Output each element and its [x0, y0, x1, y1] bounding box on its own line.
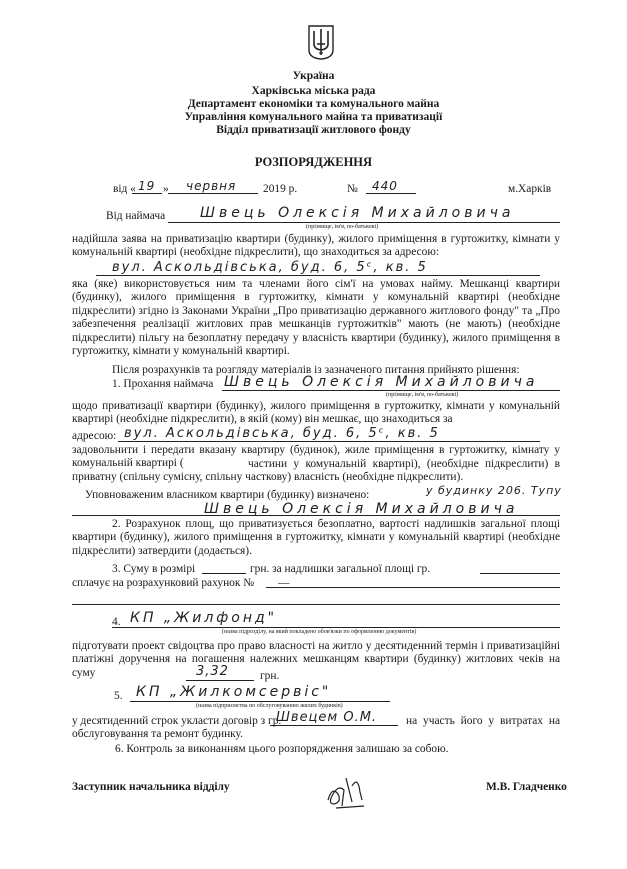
signature-position: Заступник начальника відділу	[72, 781, 230, 793]
item3-a: 3. Суму в розмірі	[112, 563, 196, 575]
item3-b: грн. за надлишки загальної площі гр.	[250, 563, 431, 575]
item1-owner-handwritten-2: Швець Олексія Михайловича	[204, 501, 519, 517]
item1-address-label: адресою:	[72, 430, 117, 442]
header-directorate: Управління комунального майна та приватизації	[184, 111, 443, 123]
applicant-label: Від наймача	[106, 210, 166, 222]
signature-name: М.В. Гладченко	[486, 781, 567, 793]
paragraph-3: Після розрахунків та розгляду матеріалів із зазначеного питання прийнято рішення:	[112, 364, 520, 376]
address-handwritten: вул. Аскольдівська, буд. 6, 5ᶜ, кв. 5	[112, 260, 428, 275]
item2-text: 2. Розрахунок площ, що приватизується безоплатно, вартості надлишків загальної площі квартири (будинку), жилого приміщення в гуртожитку, кімнати у комунальній квартирі (необхідне підкреслити) затвердити (додається).	[72, 518, 560, 557]
item1-text1: щодо приватизації квартири (будинку), жилого приміщення в гуртожитку, кімнати у комунальній квартирі (необхідне підкреслити), в якій (кому) він мешкає, що знаходиться за	[72, 400, 560, 426]
item4-caption: (назва підрозділу, на який покладено обов'язки по оформленню документів)	[222, 629, 417, 635]
item5-num: 5.	[114, 690, 123, 702]
paragraph-2: яка (яке) використовується ним та членами його сім'ї на умовах найму. Мешканці квартири (будинку), жилого приміщення в гуртожитку, кімнати у комунальній квартирі (необхідне підкреслити) згідно із Законами України „Про приватизацію державного житлового фонду" та „Про забезпечення реалізації житлових прав мешканців гуртожитків" мають (не мають) (необхідне підкреслити) пільгу на безоплатну передачу у власність квартири (будинку), жилого приміщення в гуртожитку, кімнати у комунальній квартирі.	[72, 278, 560, 358]
item3-dash: —	[278, 577, 290, 589]
header-country: Україна	[292, 70, 335, 82]
applicant-name: Швець Олексія Михайловича	[200, 205, 515, 221]
document-title: РОЗПОРЯДЖЕННЯ	[254, 155, 373, 169]
date-year: 2019 р.	[263, 183, 298, 195]
item4-currency: грн.	[260, 670, 280, 682]
item4-sum: 3,32	[196, 664, 229, 679]
item3-c: сплачує на розрахунковий рахунок №	[72, 577, 255, 589]
item1-text2b: частини у комунальній квартирі), (необхідне підкреслити) в приватну (спільну сумісну, спільну часткову) власність (необхідне підкреслити).	[72, 458, 560, 484]
date-month: червня	[186, 179, 237, 193]
item6-text: 6. Контроль за виконанням цього розпорядження залишаю за собою.	[115, 743, 449, 755]
item1-address-handwritten: вул. Аскольдівська, буд. 6, 5ᶜ, кв. 5	[124, 426, 440, 441]
date-prefix: від «	[113, 183, 136, 195]
paragraph-1: надійшла заява на приватизацію квартири (будинку), жилого приміщення в гуртожитку, кімнати у комунальній квартирі (необхідне підкреслити), що знаходиться за адресою:	[72, 233, 560, 259]
header-division: Відділ приватизації житлового фонду	[216, 124, 411, 136]
date-day: 19	[138, 179, 156, 193]
item1-owner-label: Уповноваженим власником квартири (будинку) визначено:	[85, 489, 370, 501]
item4-handwritten: КП „Жилфонд"	[130, 610, 278, 626]
item5-text-a: у десятиденний строк укласти договір з гр.	[72, 715, 282, 727]
item1-owner-handwritten-1: у будинку 206. Тупу	[426, 484, 562, 497]
number-label: №	[347, 183, 358, 195]
item1-label: 1. Прохання наймача	[112, 378, 214, 390]
item5-name: Швецем О.М.	[276, 710, 378, 725]
handwritten-signature-icon	[322, 766, 368, 810]
trident-emblem-icon	[308, 24, 334, 60]
document-number: 440	[372, 179, 398, 193]
item5-text-b: на участь його у витратах на обслуговування та ремонт будинку.	[72, 715, 560, 741]
item4-num: 4.	[112, 616, 121, 628]
item1-name: Швець Олексія Михайловича	[224, 374, 539, 390]
header-department: Департамент економіки та комунального майна	[187, 98, 440, 110]
item5-handwritten: КП „Жилкомсервіс"	[136, 684, 332, 700]
header-council: Харківська міська рада	[251, 85, 376, 97]
city: м.Харків	[508, 183, 552, 195]
item1-text2: задовольнити і передати вказану квартиру (будинок), жиле приміщення в гуртожитку, кімнату у комунальній квартирі (	[72, 444, 560, 470]
item5-caption: (назва підприємства по обслуговуванню жилих будинків)	[196, 703, 343, 709]
applicant-caption: (прізвище, ім'я, по-батькові)	[306, 224, 379, 230]
date-mid: »	[163, 183, 169, 195]
item4-text: підготувати проект свідоцтва про право власності на житло у десятиденний термін і приватизаційні платіжні доручення на погашення належних мешканцям квартири (будинку) житлових чеків на суму	[72, 640, 560, 679]
item1-caption: (прізвище, ім'я, по-батькові)	[386, 392, 459, 398]
